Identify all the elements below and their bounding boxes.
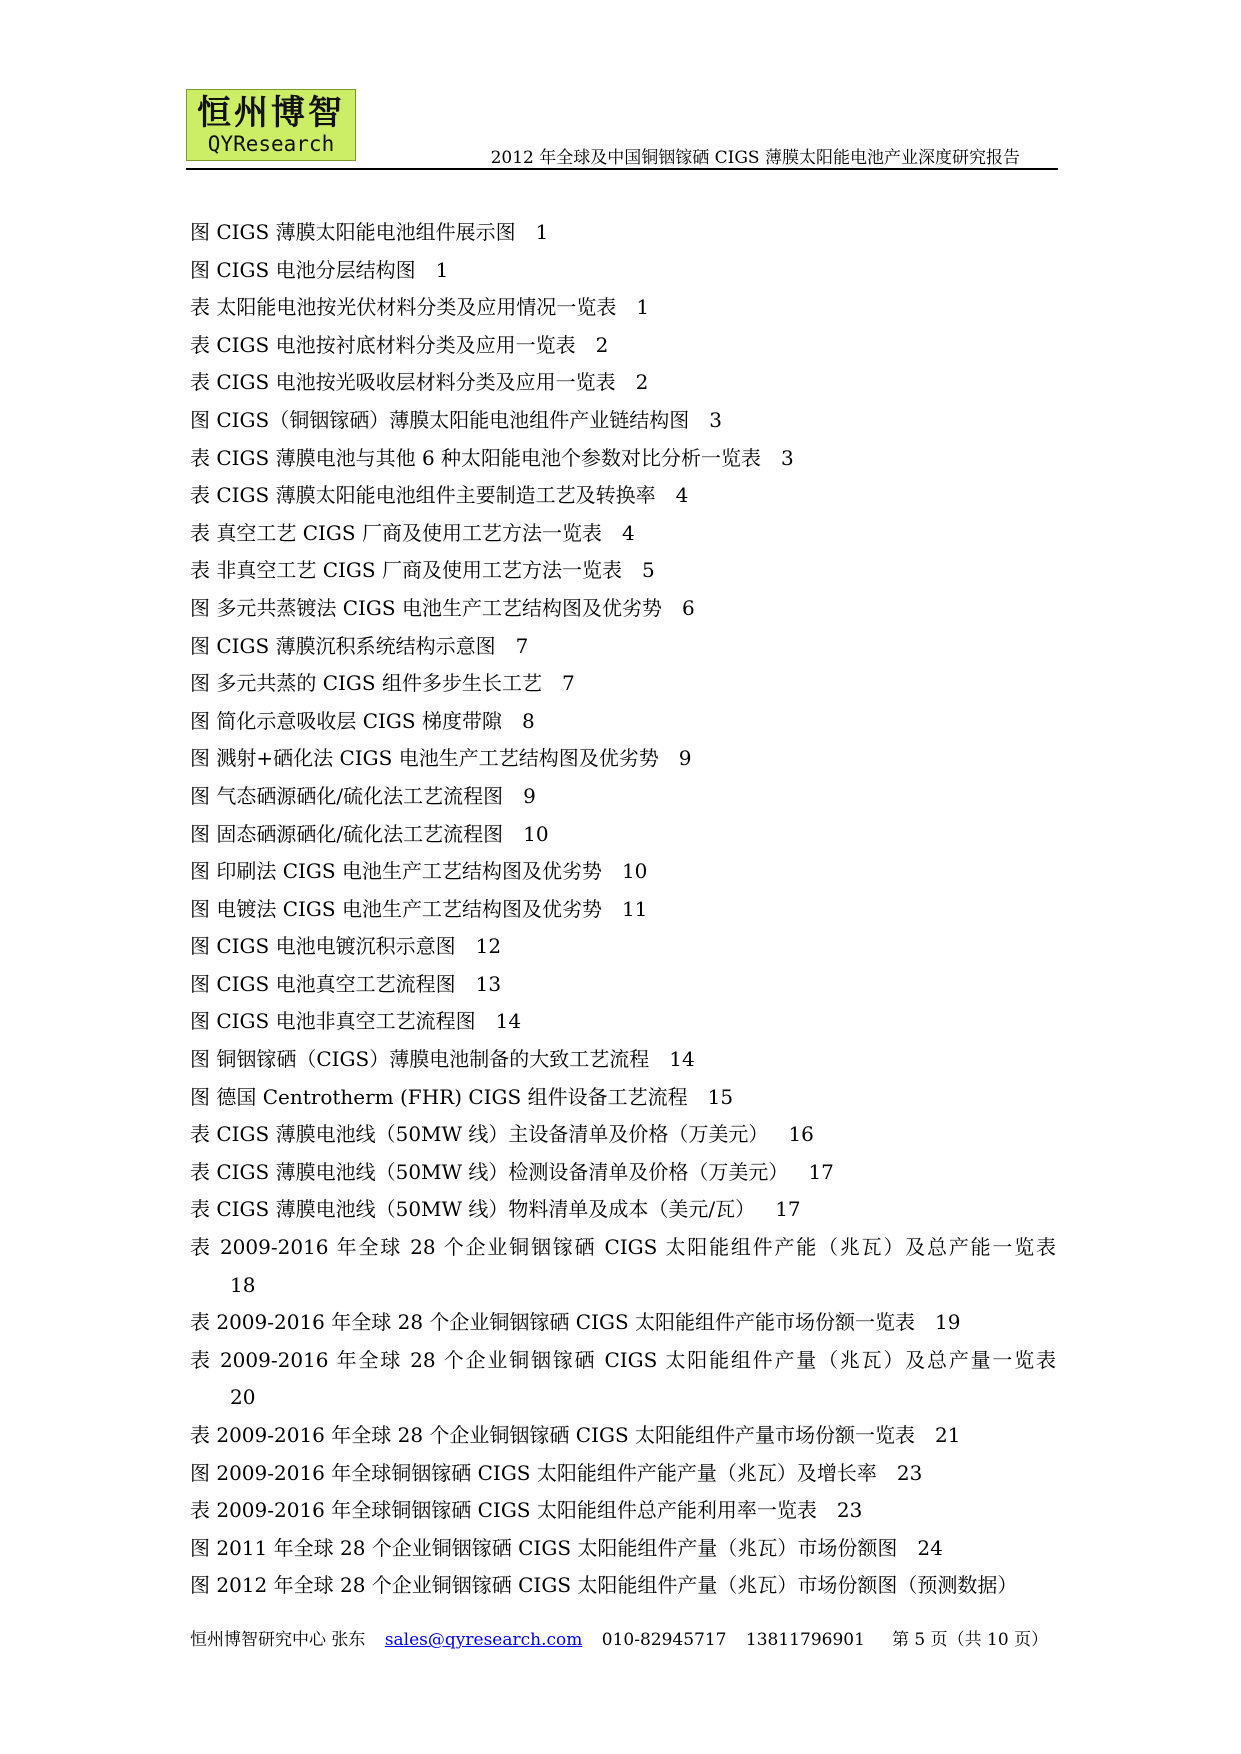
toc-entry[interactable] <box>190 552 1056 590</box>
toc-entry-page: 15 <box>707 1084 734 1109</box>
toc-entry[interactable] <box>190 402 1056 440</box>
toc-entry[interactable] <box>190 214 1056 252</box>
toc-entry-page: 12 <box>475 934 502 959</box>
toc-entry-title: 表 CIGS 电池按衬底材料分类及应用一览表 <box>190 332 576 357</box>
toc-entry-title: 表 CIGS 薄膜电池线（50MW 线）物料清单及成本（美元/瓦） <box>190 1197 756 1222</box>
toc-entry[interactable] <box>190 778 1056 816</box>
toc-entry[interactable] <box>190 1304 1056 1342</box>
footer-organization: 恒州博智研究中心 张东 <box>190 1630 366 1650</box>
toc-entry-title: 图 固态硒源硒化/硫化法工艺流程图 <box>190 821 504 846</box>
toc-entry-page: 1 <box>535 220 549 244</box>
toc-entry-page: 23 <box>896 1460 923 1485</box>
toc-entry[interactable] <box>190 515 1056 553</box>
toc-entry-page: 17 <box>808 1159 834 1184</box>
toc-entry-title: 表 2009-2016 年全球铜铟镓硒 CIGS 太阳能组件总产能利用率一览表 <box>190 1498 817 1523</box>
toc-entry[interactable] <box>190 440 1056 478</box>
toc-entry[interactable] <box>190 477 1056 515</box>
toc-entry[interactable] <box>190 1492 1056 1530</box>
toc-entry-title: 图 溅射+硒化法 CIGS 电池生产工艺结构图及优劣势 <box>190 746 659 771</box>
toc-entry-page: 9 <box>678 746 692 771</box>
toc-entry-title: 表 CIGS 电池按光吸收层材料分类及应用一览表 <box>190 370 616 395</box>
toc-entry-title: 图 CIGS 薄膜太阳能电池组件展示图 <box>190 220 516 244</box>
toc-entry-title: 图 铜铟镓硒（CIGS）薄膜电池制备的大致工艺流程 <box>190 1047 650 1072</box>
toc-entry-page: 8 <box>521 708 535 733</box>
footer-phone: 010-82945717 <box>601 1630 727 1650</box>
toc-entry-title: 图 2009-2016 年全球铜铟镓硒 CIGS 太阳能组件产能产量（兆瓦）及增长率 <box>190 1460 877 1485</box>
toc-entry-title: 图 CIGS 薄膜沉积系统结构示意图 <box>190 633 496 658</box>
header-divider <box>186 168 1058 170</box>
toc-entry[interactable] <box>190 1191 1056 1229</box>
toc-entry[interactable] <box>190 1154 1056 1192</box>
toc-entry-page: 23 <box>836 1498 863 1523</box>
toc-entry-title: 图 简化示意吸收层 CIGS 梯度带隙 <box>190 708 502 733</box>
toc-entry[interactable] <box>190 289 1056 327</box>
toc-entry-page: 20 <box>230 1385 256 1410</box>
toc-entry-title: 图 2012 年全球 28 个企业铜铟镓硒 CIGS 太阳能组件产量（兆瓦）市场份额图（预测数据） <box>190 1573 1018 1598</box>
toc-entry-page: 7 <box>561 671 575 696</box>
toc-entry[interactable] <box>190 1342 1056 1417</box>
footer-page-info: 第 5 页（共 10 页） <box>892 1630 1049 1650</box>
toc-entry-title: 图 德国 Centrotherm (FHR) CIGS 组件设备工艺流程 <box>190 1084 688 1109</box>
toc-entry[interactable] <box>190 327 1056 365</box>
toc-entry-title: 图 CIGS 电池非真空工艺流程图 <box>190 1009 476 1034</box>
toc-entry[interactable] <box>190 364 1056 402</box>
toc-entry[interactable] <box>190 590 1056 628</box>
toc-entry-page: 1 <box>636 295 650 320</box>
toc-entry-title: 表 真空工艺 CIGS 厂商及使用工艺方法一览表 <box>190 520 602 545</box>
toc-entry[interactable] <box>190 816 1056 854</box>
toc-entry[interactable] <box>190 1041 1056 1079</box>
toc-entry-page: 19 <box>935 1310 961 1335</box>
toc-entry-page: 3 <box>781 445 794 470</box>
logo-chinese-text: 恒州博智 <box>197 93 345 133</box>
toc-entry-title: 表 CIGS 薄膜太阳能电池组件主要制造工艺及转换率 <box>190 483 656 508</box>
toc-entry-page: 10 <box>523 821 549 846</box>
toc-entry-title: 表 CIGS 薄膜电池线（50MW 线）检测设备清单及价格（万美元） <box>190 1159 789 1184</box>
toc-entry-page: 4 <box>675 483 689 508</box>
toc-entry[interactable] <box>190 853 1056 891</box>
toc-entry-title: 表 2009-2016 年全球 28 个企业铜铟镓硒 CIGS 太阳能组件产能市场份额一览表 <box>190 1310 916 1335</box>
toc-entry-page: 6 <box>681 595 695 620</box>
toc-entry[interactable] <box>190 1530 1056 1568</box>
toc-entry-title: 表 太阳能电池按光伏材料分类及应用情况一览表 <box>190 295 617 320</box>
toc-entry-title: 图 2011 年全球 28 个企业铜铟镓硒 CIGS 太阳能组件产量（兆瓦）市场份额图 <box>190 1535 898 1560</box>
toc-entry[interactable] <box>190 928 1056 966</box>
toc-entry[interactable] <box>190 1567 1056 1605</box>
toc-entry-page: 9 <box>523 783 536 808</box>
toc-entry-title: 表 CIGS 薄膜电池线（50MW 线）主设备清单及价格（万美元） <box>190 1122 769 1147</box>
toc-entry-page: 17 <box>775 1197 801 1222</box>
toc-entry-page: 18 <box>230 1272 256 1297</box>
toc-entry-page: 2 <box>635 370 649 395</box>
toc-entry-title: 表 2009-2016 年全球 28 个企业铜铟镓硒 CIGS 太阳能组件产量（兆瓦）及总产量一览表 <box>190 1347 1056 1372</box>
toc-entry[interactable] <box>190 891 1056 929</box>
toc-entry-title: 图 气态硒源硒化/硫化法工艺流程图 <box>190 783 504 808</box>
table-of-figures <box>190 214 1056 1605</box>
page-footer <box>190 1625 1049 1650</box>
toc-entry[interactable] <box>190 1116 1056 1154</box>
toc-entry[interactable] <box>190 740 1056 778</box>
toc-entry-title: 图 多元共蒸的 CIGS 组件多步生长工艺 <box>190 671 542 696</box>
toc-entry[interactable] <box>190 1229 1056 1304</box>
toc-entry-title: 图 电镀法 CIGS 电池生产工艺结构图及优劣势 <box>190 896 602 921</box>
logo-english-text: QYResearch <box>207 132 335 156</box>
document-title: 2012 年全球及中国铜铟镓硒 CIGS 薄膜太阳能电池产业深度研究报告 <box>490 148 1020 168</box>
toc-entry-title: 表 2009-2016 年全球 28 个企业铜铟镓硒 CIGS 太阳能组件产量市场份额一览表 <box>190 1423 916 1447</box>
toc-entry-title: 图 多元共蒸镀法 CIGS 电池生产工艺结构图及优劣势 <box>190 595 662 620</box>
toc-entry[interactable] <box>190 665 1056 703</box>
toc-entry-page: 5 <box>641 558 655 583</box>
toc-entry-title: 图 印刷法 CIGS 电池生产工艺结构图及优劣势 <box>190 859 602 884</box>
toc-entry-page: 14 <box>669 1047 695 1072</box>
toc-entry[interactable] <box>190 252 1056 290</box>
toc-entry-page: 7 <box>515 633 529 658</box>
toc-entry-title: 图 CIGS（铜铟镓硒）薄膜太阳能电池组件产业链结构图 <box>190 407 690 432</box>
toc-entry-page: 24 <box>917 1535 943 1560</box>
toc-entry-page: 2 <box>595 332 609 357</box>
toc-entry-page: 14 <box>495 1009 522 1034</box>
toc-entry[interactable] <box>190 966 1056 1004</box>
toc-entry[interactable] <box>190 628 1056 666</box>
toc-entry-page: 3 <box>709 407 722 432</box>
toc-entry-page: 1 <box>435 257 449 282</box>
company-logo <box>186 89 356 161</box>
toc-entry-page: 10 <box>621 859 648 884</box>
footer-mobile: 13811796901 <box>745 1630 865 1650</box>
toc-entry-page: 11 <box>621 896 648 921</box>
toc-entry-title: 表 非真空工艺 CIGS 厂商及使用工艺方法一览表 <box>190 558 622 583</box>
toc-entry-title: 表 2009-2016 年全球 28 个企业铜铟镓硒 CIGS 太阳能组件产能（兆瓦）及总产能一览表 <box>190 1235 1056 1260</box>
footer-email-link[interactable]: sales@qyresearch.com <box>384 1630 583 1650</box>
toc-entry[interactable] <box>190 1455 1056 1493</box>
toc-entry-title: 图 CIGS 电池电镀沉积示意图 <box>190 934 456 959</box>
toc-entry-title: 图 CIGS 电池真空工艺流程图 <box>190 971 456 996</box>
toc-entry-page: 21 <box>935 1423 961 1447</box>
toc-entry[interactable] <box>190 1417 1056 1455</box>
toc-entry[interactable] <box>190 1079 1056 1117</box>
toc-entry-page: 16 <box>788 1122 814 1147</box>
toc-entry[interactable] <box>190 1003 1056 1041</box>
toc-entry-title: 表 CIGS 薄膜电池与其他 6 种太阳能电池个参数对比分析一览表 <box>190 445 762 470</box>
toc-entry-page: 13 <box>475 971 502 996</box>
toc-entry-page: 4 <box>621 520 635 545</box>
toc-entry-title: 图 CIGS 电池分层结构图 <box>190 257 416 282</box>
toc-entry[interactable] <box>190 703 1056 741</box>
